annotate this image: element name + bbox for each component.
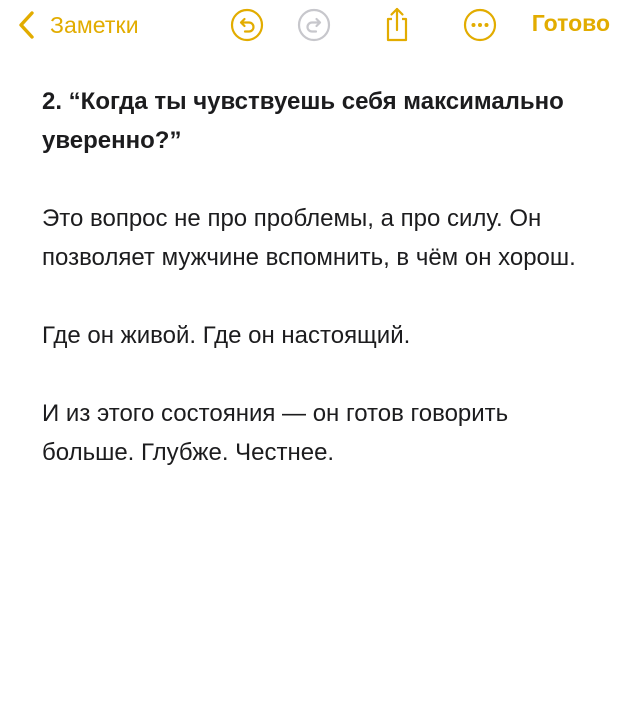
undo-icon bbox=[230, 8, 264, 42]
note-paragraph: И из этого состояния — он готов говорить больше. Глубже. Честнее. bbox=[42, 400, 509, 466]
back-button-label: Заметки bbox=[50, 11, 139, 38]
chevron-left-icon bbox=[16, 10, 38, 40]
share-button[interactable] bbox=[379, 7, 415, 43]
more-icon bbox=[463, 8, 497, 42]
note-body[interactable] bbox=[0, 52, 640, 472]
back-to-notes-button[interactable] bbox=[16, 8, 139, 42]
done-button[interactable]: Готово bbox=[531, 10, 610, 36]
note-toolbar bbox=[0, 0, 640, 52]
redo-icon bbox=[297, 8, 331, 42]
share-icon bbox=[381, 6, 413, 44]
note-paragraph: Где он живой. Где он настоящий. bbox=[42, 322, 411, 349]
more-button[interactable] bbox=[462, 7, 498, 43]
note-heading: 2. “Когда ты чувствуешь себя максимально уверенно?” bbox=[42, 88, 564, 154]
note-paragraph: Это вопрос не про проблемы, а про силу. Он позволяет мужчине вспомнить, в чём он хорош. bbox=[42, 205, 576, 271]
undo-button[interactable] bbox=[229, 7, 265, 43]
redo-button[interactable] bbox=[296, 7, 332, 43]
